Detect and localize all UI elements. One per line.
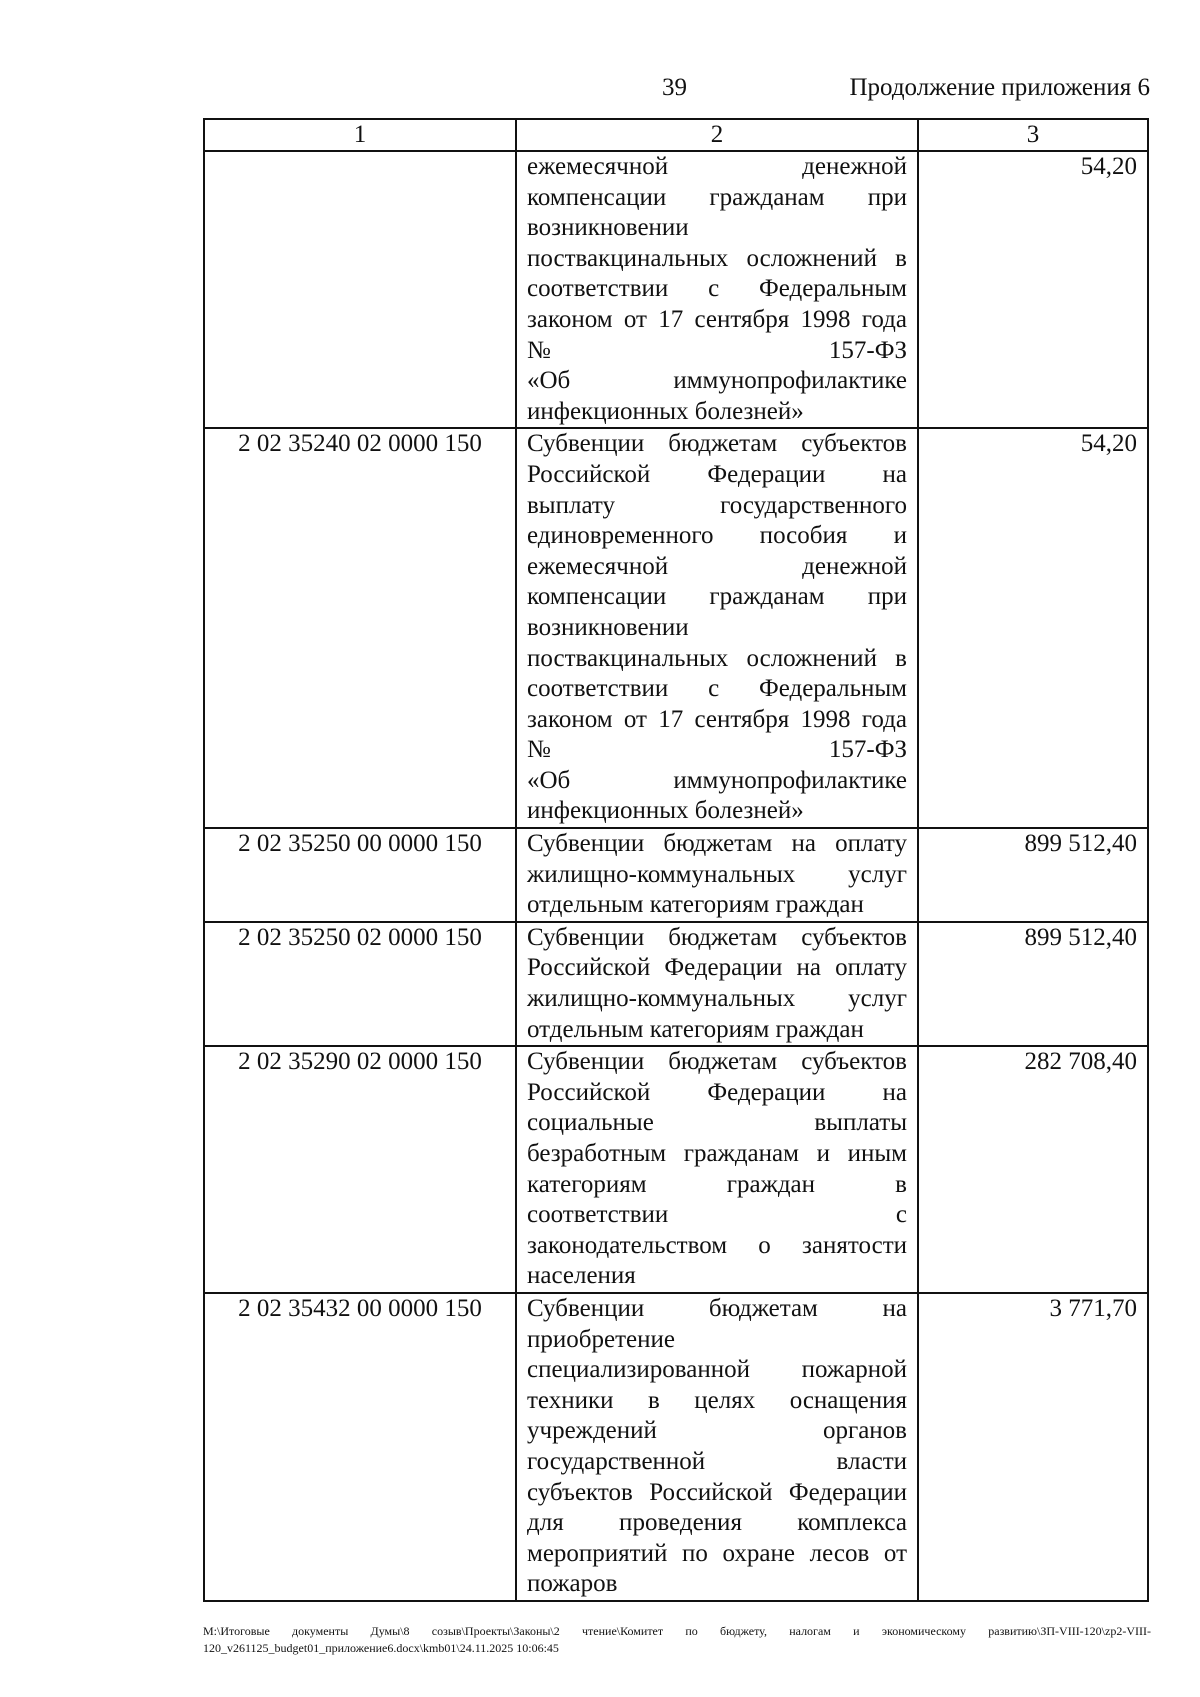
description-line: пожаров (527, 1570, 618, 1598)
description-line: Субвенции бюджетам на оплату (527, 830, 907, 858)
description-cell (516, 428, 918, 828)
table-body (204, 151, 1148, 1601)
description-line: категориям граждан в (527, 1170, 907, 1198)
column-header-2: 2 (516, 119, 918, 151)
description-line: учреждений органов (527, 1417, 907, 1445)
description-line: ежемесячной денежной (527, 153, 907, 180)
description-line: Субвенции бюджетам на (527, 1294, 907, 1322)
description-line: законодательством о занятости (527, 1231, 907, 1259)
description-line: возникновении (527, 214, 689, 242)
table-row (204, 151, 1148, 428)
description-line: жилищно-коммунальных услуг (527, 860, 907, 888)
description-line: Российской Федерации на оплату (527, 954, 907, 982)
description-line: «Об иммунопрофилактике (527, 766, 907, 794)
amount-cell: 899 512,40 (918, 922, 1148, 1046)
description-line: поствакцинальных осложнений в (527, 644, 907, 672)
revenue-code-cell: 2 02 35432 00 0000 150 (204, 1293, 516, 1601)
description-line: соответствии с Федеральным (527, 675, 907, 703)
description-line: населения (527, 1262, 636, 1290)
table-row (204, 428, 1148, 828)
description-line: соответствии с (527, 1201, 907, 1229)
revenue-code-cell: 2 02 35250 00 0000 150 (204, 828, 516, 922)
file-path-footer: M:\Итоговые документы Думы\8 созыв\Проекты\Законы\2 чтение\Комитет по бюджету, налогам и экономическому развитию\ЗП-VIII-120\zp2-VIII-120_v261125_budget01_приложение6.docx\kmb01\24.11.2025 10:06:45 (203, 1624, 1151, 1655)
description-line: жилищно-коммунальных услуг (527, 985, 907, 1013)
amount-cell: 54,20 (918, 151, 1148, 428)
description-cell (516, 151, 918, 428)
description-line: единовременного пособия и (527, 522, 907, 550)
appendix-continuation-label: Продолжение приложения 6 (849, 74, 1150, 101)
table-row (204, 828, 1148, 922)
description-line: возникновении (527, 613, 689, 641)
description-line: мероприятий по охране лесов от (527, 1539, 907, 1567)
description-line: Субвенции бюджетам субъектов (527, 923, 907, 951)
column-header-3: 3 (918, 119, 1148, 151)
description-line: специализированной пожарной (527, 1356, 907, 1384)
revenue-code-cell: 2 02 35250 02 0000 150 (204, 922, 516, 1046)
description-line: поствакцинальных осложнений в (527, 244, 907, 272)
description-cell (516, 828, 918, 922)
description-line: инфекционных болезней» (527, 797, 804, 825)
budget-table (203, 118, 1149, 1602)
amount-cell: 282 708,40 (918, 1046, 1148, 1293)
description-line: приобретение (527, 1325, 675, 1353)
description-line: для проведения комплекса (527, 1509, 907, 1537)
table-row (204, 1293, 1148, 1601)
description-line: соответствии с Федеральным (527, 275, 907, 303)
description-line: № 157-ФЗ (527, 736, 907, 764)
revenue-code-cell: 2 02 35290 02 0000 150 (204, 1046, 516, 1293)
revenue-code-cell (204, 151, 516, 428)
amount-cell: 54,20 (918, 428, 1148, 828)
description-cell (516, 922, 918, 1046)
table-row (204, 922, 1148, 1046)
table-row (204, 1046, 1148, 1293)
description-line: отдельным категориям граждан (527, 891, 864, 919)
description-line: инфекционных болезней» (527, 397, 804, 425)
amount-cell: 899 512,40 (918, 828, 1148, 922)
description-line: Субвенции бюджетам субъектов (527, 430, 907, 458)
description-line: законом от 17 сентября 1998 года (527, 305, 907, 333)
description-line: отдельным категориям граждан (527, 1015, 864, 1043)
description-line: субъектов Российской Федерации (527, 1478, 907, 1506)
description-cell (516, 1046, 918, 1293)
amount-cell: 3 771,70 (918, 1293, 1148, 1601)
column-number-row (204, 119, 1148, 151)
description-line: выплату государственного (527, 491, 907, 519)
description-line: ежемесячной денежной (527, 552, 907, 580)
description-line: техники в целях оснащения (527, 1386, 907, 1414)
description-line: законом от 17 сентября 1998 года (527, 705, 907, 733)
description-line: государственной власти (527, 1447, 907, 1475)
revenue-code-cell: 2 02 35240 02 0000 150 (204, 428, 516, 828)
description-line: социальные выплаты (527, 1109, 907, 1137)
page-number: 39 (662, 74, 687, 101)
description-cell (516, 1293, 918, 1601)
description-line: Российской Федерации на (527, 460, 907, 488)
description-line: «Об иммунопрофилактике (527, 367, 907, 395)
description-line: Субвенции бюджетам субъектов (527, 1048, 907, 1076)
description-line: № 157-ФЗ (527, 336, 907, 364)
description-line: компенсации гражданам при (527, 183, 907, 211)
description-line: безработным гражданам и иным (527, 1140, 907, 1167)
description-line: Российской Федерации на (527, 1078, 907, 1106)
description-line: компенсации гражданам при (527, 583, 907, 611)
column-header-1: 1 (204, 119, 516, 151)
